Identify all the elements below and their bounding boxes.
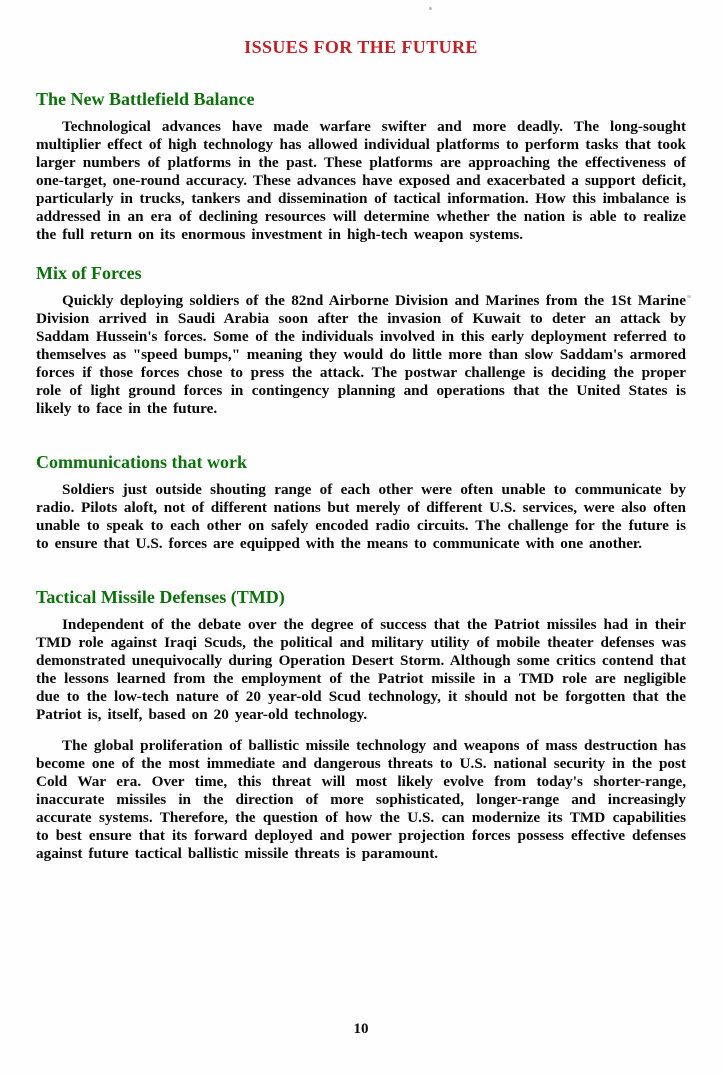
section-new-battlefield-balance [36,87,686,244]
paragraph-communications: Soldiers just outside shouting range of each other were often unable to communicate by radio. Pilots aloft, not of different nations but merely of different U.S. services, were also often unable to speak to each other on safely encoded radio circuits. The challenge for the future is to ensure that U.S. forces are equipped with the means to communicate with one another. [36,481,686,552]
section-heading-mix-of-forces: Mix of Forces [36,263,142,283]
paragraph-battlefield-balance: Technological advances have made warfare swifter and more deadly. The long-sought multiplier effect of high technology has allowed individual platforms to perform tasks that took larger numbers of platforms in the past. These platforms are approaching the effectiveness of one-target, one-round accuracy. These advances have exposed and exacerbated a support deficit, particularly in trucks, tankers and dissemination of tactical information. How this imbalance is addressed in an era of declining resources will determine whether the nation is able to realize the full return on its enormous investment in high-tech weapon systems. [36,118,686,243]
section-communications-that-work [36,450,686,553]
section-heading-new-battlefield-balance: The New Battlefield Balance [36,89,255,109]
scan-speck-right [687,295,691,298]
paragraph-mix-of-forces: Quickly deploying soldiers of the 82nd Airborne Division and Marines from the 1St Marine Division arrived in Saudi Arabia soon after the invasion of Kuwait to deter an attack by Saddam Hussein's forces. Some of the individuals involved in this early deployment referred to themselves as "speed bumps," meaning they would do little more than slow Saddam's armored forces if those forces chose to press the attack. The postwar challenge is deciding the proper role of light ground forces in contingency planning and operations that the United States is likely to face in the future. [36,292,686,417]
section-heading-tactical-missile-defenses: Tactical Missile Defenses (TMD) [36,587,285,607]
paragraph-tmd-patriot: Independent of the debate over the degree of success that the Patriot missiles had in their TMD role against Iraqi Scuds, the political and military utility of mobile theater defenses was demonstrated unequivocally during Operation Desert Storm. Although some critics contend that the lessons learned from the employment of the Patriot missile in a TMD role are negligible due to the low-tech nature of 20 year-old Scud technology, it should not be forgotten that the Patriot is, itself, based on 20 year-old technology. [36,616,686,723]
page-title: ISSUES FOR THE FUTURE [244,37,478,57]
paragraph-tmd-proliferation: The global proliferation of ballistic missile technology and weapons of mass destruction has become one of the most immediate and dangerous threats to U.S. national security in the post Cold War era. Over time, this threat will most likely evolve from today's shorter-range, inaccurate missiles in the direction of more sophisticated, longer-range and increasingly accurate systems. Therefore, the question of how the U.S. can modernize its TMD capabilities to best ensure that its forward deployed and power projection forces possess effective defenses against future tactical ballistic missile threats is paramount. [36,737,686,862]
page-number: 10 [353,1021,369,1037]
scan-speck-top [429,7,432,10]
section-tactical-missile-defenses [36,585,686,863]
section-mix-of-forces [36,261,686,418]
section-heading-communications-that-work: Communications that work [36,452,248,472]
